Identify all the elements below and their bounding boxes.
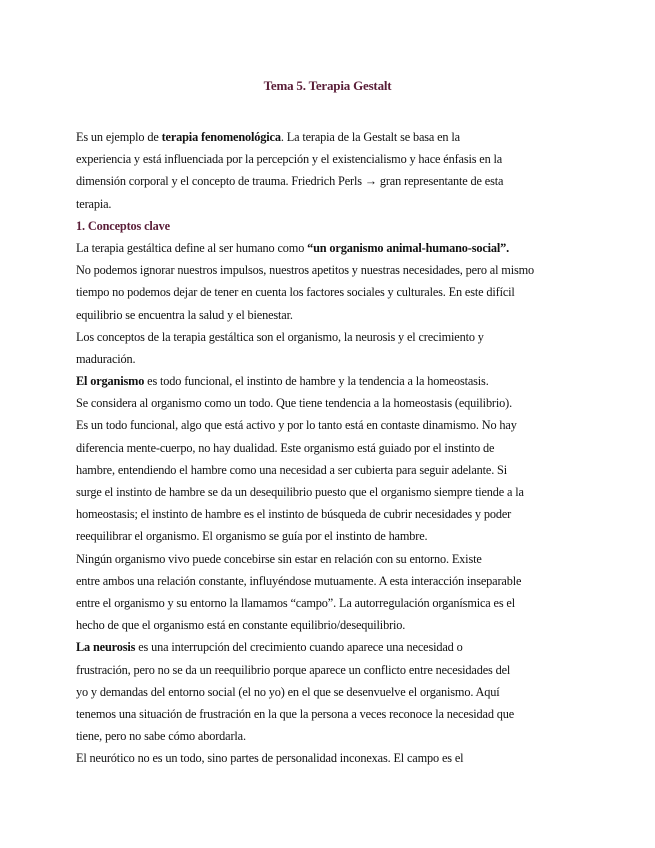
text-line: hecho de que el organismo está en constante equilibrio/desequilibrio.: [76, 618, 406, 633]
text-line: equilibrio se encuentra la salud y el bienestar.: [76, 307, 293, 322]
text-line: yo y demandas del entorno social (el no yo) en el que se desenvuelve el organismo. Aquí: [76, 684, 500, 699]
text-line: tiene, pero no sabe cómo abordarla.: [76, 729, 246, 744]
text-line: dimensión corporal y el concepto de trauma. Friedrich Perls → gran representante de esta: [76, 174, 504, 189]
text-line: Los conceptos de la terapia gestáltica son el organismo, la neurosis y el crecimiento y: [76, 329, 484, 344]
text-line: [76, 237, 596, 259]
bold-term: La neurosis: [76, 640, 136, 655]
text-line: reequilibrar el organismo. El organismo se guía por el instinto de hambre.: [76, 529, 428, 544]
text-run: . La terapia de la Gestalt se basa en la: [280, 130, 460, 144]
bold-term: El organismo: [76, 374, 145, 389]
text-line: Es un todo funcional, algo que está activo y por lo tanto está en contaste dinamismo. No hay: [76, 418, 517, 433]
text-line: [76, 126, 596, 148]
text-line: entre ambos una relación constante, influyéndose mutuamente. A esta interacción inseparable: [76, 573, 522, 588]
text-line: tenemos una situación de frustración en la que la persona a veces reconoce la necesidad que: [76, 706, 515, 721]
text-line: diferencia mente-cuerpo, no hay dualidad. Este organismo está guiado por el instinto de: [76, 440, 495, 455]
text-line: No podemos ignorar nuestros impulsos, nuestros apetitos y nuestras necesidades, pero al mismo: [76, 263, 535, 278]
text-line: [76, 636, 596, 658]
text-line: tiempo no podemos dejar de tener en cuenta los factores sociales y culturales. En este difícil: [76, 285, 515, 300]
bold-term: terapia fenomenológica: [161, 130, 281, 144]
text-run: La terapia gestáltica define al ser humano como: [76, 240, 308, 255]
text-line: terapia.: [76, 196, 112, 211]
page-title: Tema 5. Terapia Gestalt: [263, 78, 392, 93]
text-line: maduración.: [76, 351, 136, 366]
text-line: surge el instinto de hambre se da un desequilibrio puesto que el organismo siempre tiende a la: [76, 485, 524, 499]
text-line: El neurótico no es un todo, sino partes de personalidad inconexas. El campo es el: [76, 751, 464, 766]
text-line: frustración, pero no se da un reequilibrio porque aparece un conflicto entre necesidades del: [76, 662, 511, 677]
document-body: [76, 126, 596, 769]
text-run: Es un ejemplo de: [76, 130, 162, 144]
text-line: Se considera al organismo como un todo. Que tiene tendencia a la homeostasis (equilibrio).: [76, 396, 513, 411]
text-line: [76, 370, 596, 392]
text-run: es todo funcional, el instinto de hambre y la tendencia a la homeostasis.: [144, 374, 489, 389]
text-line: hambre, entendiendo el hambre como una necesidad a ser cubierta para seguir adelante. Si: [76, 462, 508, 477]
section-heading: 1. Conceptos clave: [76, 218, 170, 233]
text-line: homeostasis; el instinto de hambre es el instinto de búsqueda de cubrir necesidades y poder: [76, 507, 512, 522]
text-line: experiencia y está influenciada por la percepción y el existencialismo y hace énfasis en la: [76, 152, 503, 167]
text-line: Ningún organismo vivo puede concebirse sin estar en relación con su entorno. Existe: [76, 551, 482, 566]
bold-quote: “un organismo animal-humano-social”.: [307, 240, 510, 255]
text-run: es una interrupción del crecimiento cuando aparece una necesidad o: [135, 640, 463, 655]
text-line: entre el organismo y su entorno la llamamos “campo”. La autorregulación organísmica es el: [76, 595, 515, 610]
